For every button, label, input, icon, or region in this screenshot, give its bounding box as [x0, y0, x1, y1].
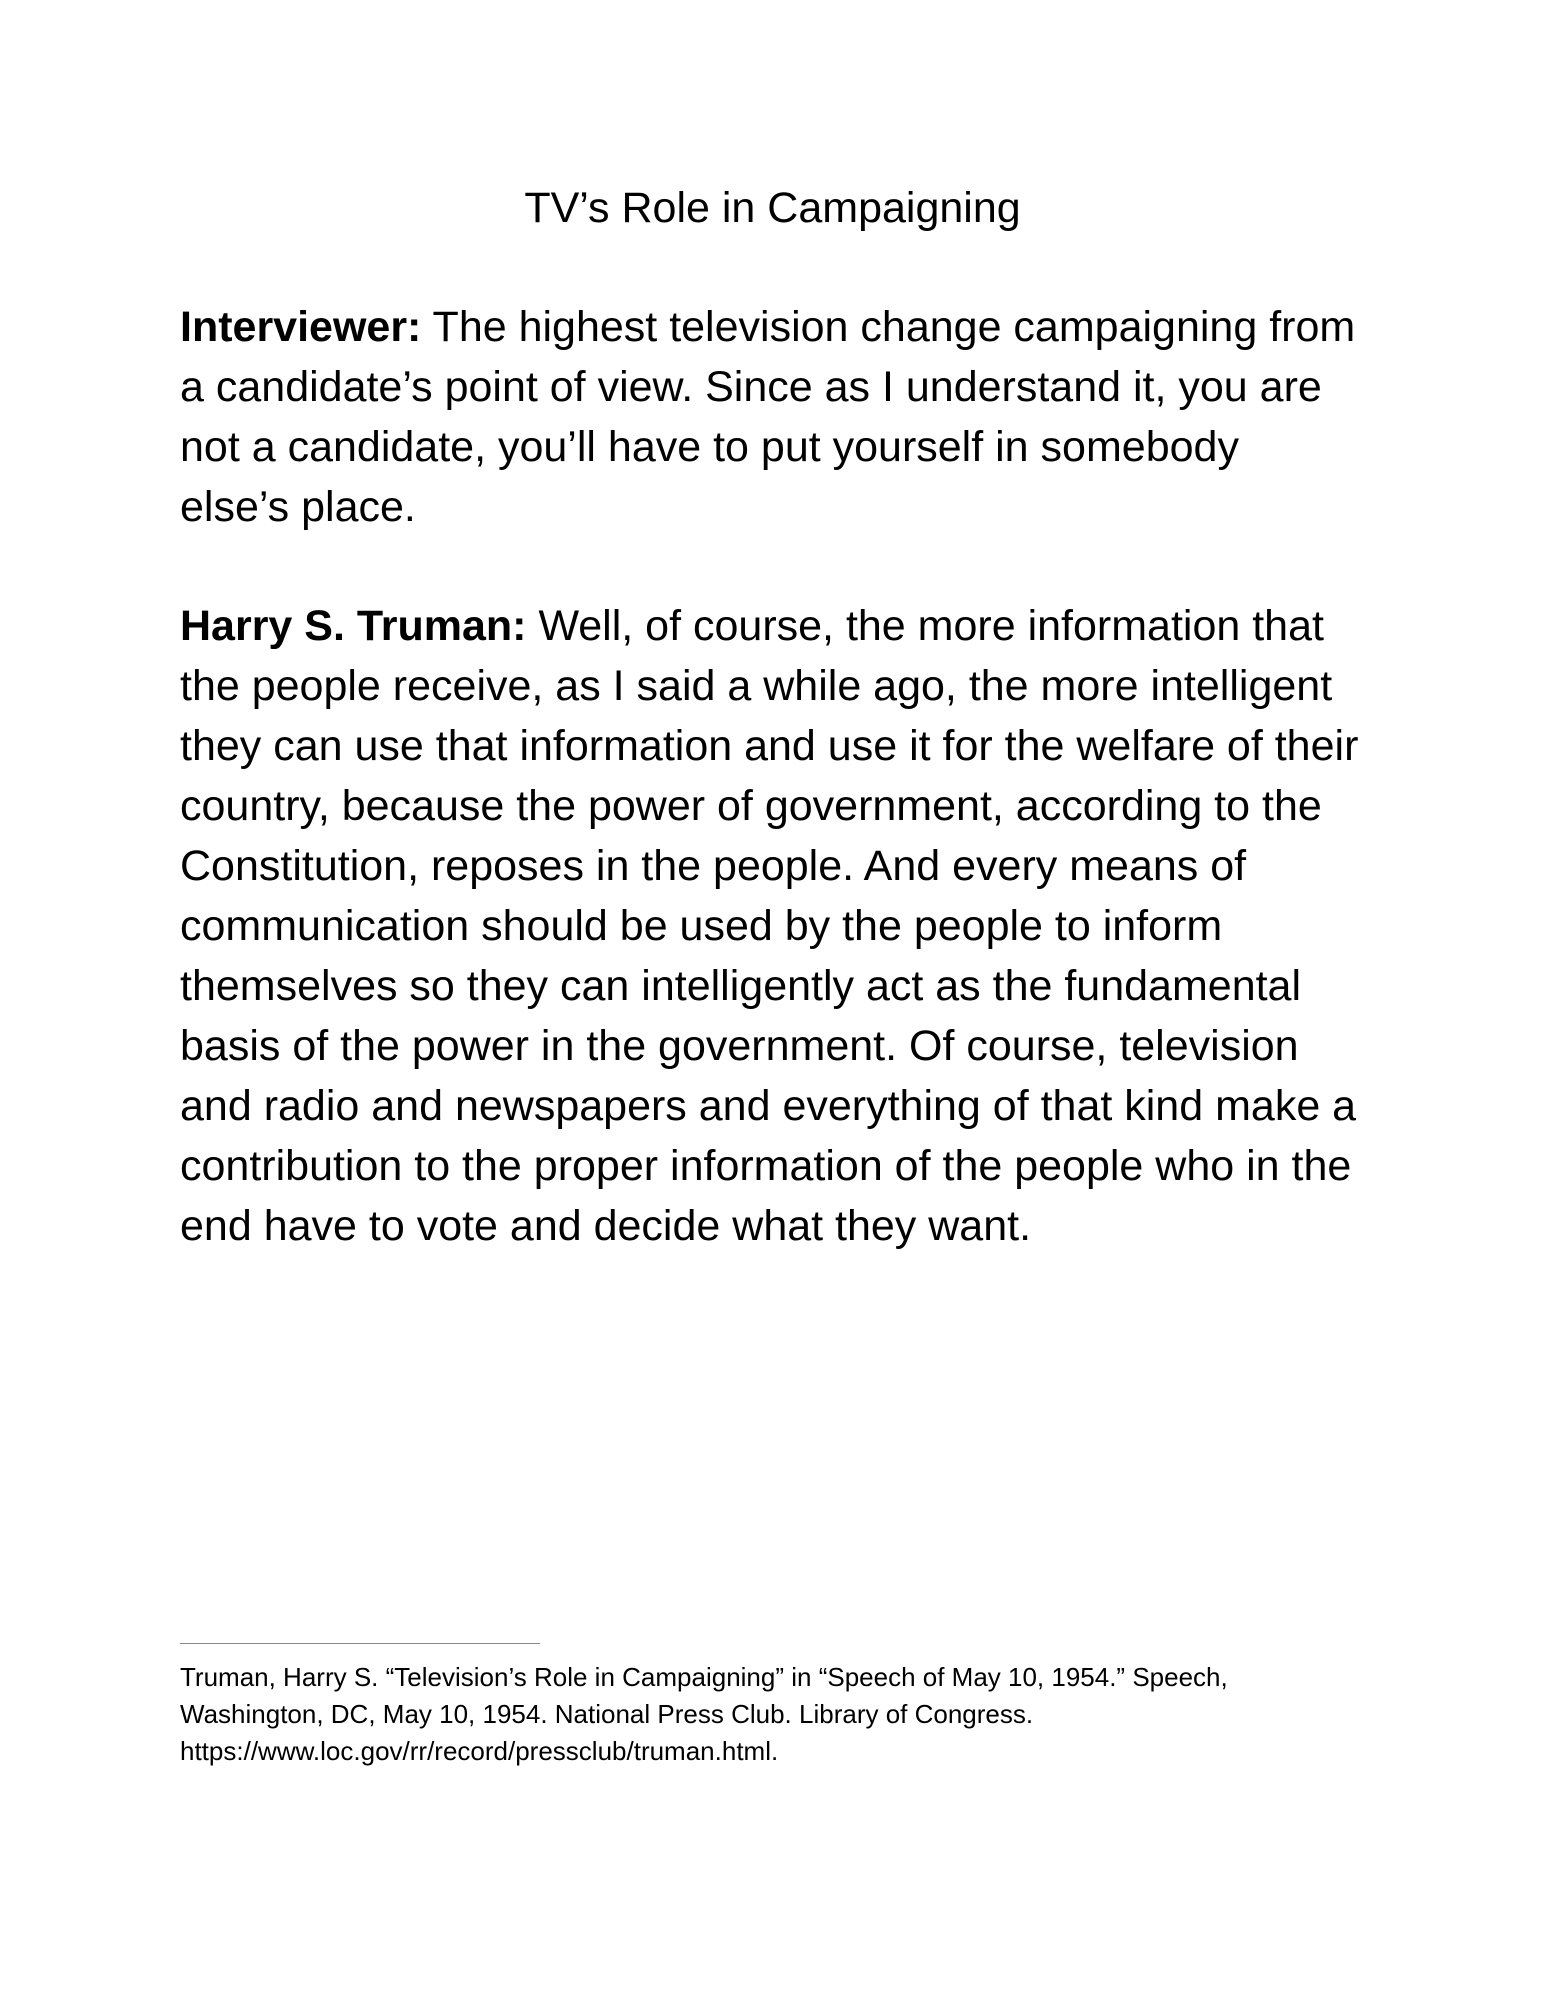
- truman-text: Well, of course, the more information that the people receive, as I said a while ago, the more intelligent they can use that information and use it for the welfare of their country, because the power of government, according to the Constitution, reposes in the people. And every means of communication should be used by the people to inform themselves so they can intelligently act as the fundamental basis of the power in the government. Of course, television and radio and newspapers and everything of that kind make a contribution to the proper information of the people who in the end have to vote and decide what they want.: [180, 602, 1359, 1250]
- truman-speaker-label: Harry S. Truman:: [180, 602, 527, 650]
- document-title: TV’s Role in Campaigning: [524, 184, 1021, 232]
- footnote-citation: [180, 1659, 1360, 1770]
- footnote-line: Truman, Harry S. “Television’s Role in Campaigning” in “Speech of May 10, 1954.” Speech,: [180, 1662, 1228, 1692]
- footnote-url: https://www.loc.gov/rr/record/pressclub/truman.html.: [180, 1736, 779, 1766]
- interviewer-speaker-label: Interviewer:: [180, 303, 422, 351]
- footnote-separator: [180, 1643, 540, 1644]
- interviewer-paragraph: [180, 297, 1360, 537]
- truman-paragraph: [180, 596, 1360, 1256]
- interviewer-text: The highest television change campaigning from a candidate’s point of view. Since as I understand it, you are not a candidate, you’ll have to put yourself in somebody else’s place.: [180, 303, 1356, 531]
- footnote-line: Washington, DC, May 10, 1954. National Press Club. Library of Congress.: [180, 1699, 1034, 1729]
